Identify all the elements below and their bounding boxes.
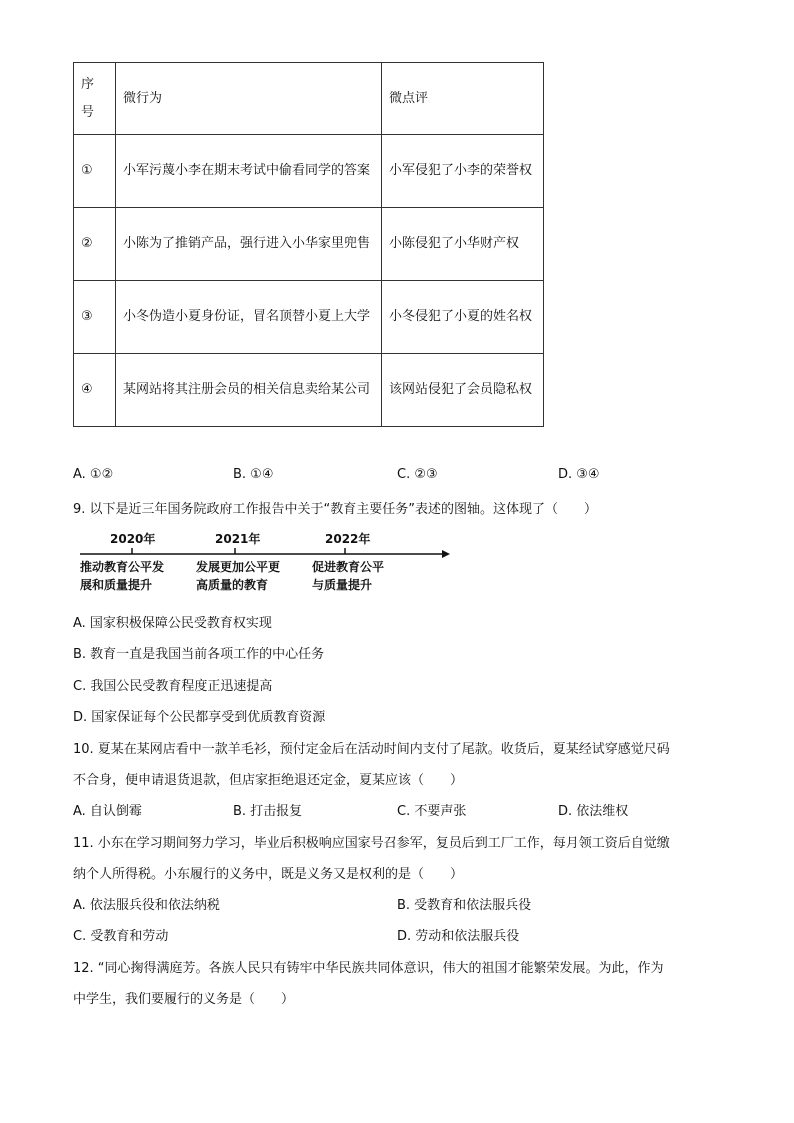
timeline-label-line: 展和质量提升 bbox=[80, 578, 153, 592]
q11-options-row2 bbox=[73, 925, 673, 945]
q8-option-b: B. ①④ bbox=[233, 467, 274, 482]
timeline-arrowhead bbox=[442, 550, 450, 558]
row-behavior: 小冬伪造小夏身份证，冒名顶替小夏上大学 bbox=[116, 281, 382, 354]
q10-options bbox=[73, 800, 673, 820]
q11-option-c: C. 受教育和劳动 bbox=[73, 929, 169, 944]
table-row bbox=[74, 135, 544, 208]
timeline-year: 2022年 bbox=[325, 532, 371, 546]
q11-option-b: B. 受教育和依法服兵役 bbox=[397, 898, 532, 913]
q9-option-a: A. 国家积极保障公民受教育权实现 bbox=[73, 616, 272, 631]
q11-option-a: A. 依法服兵役和依法纳税 bbox=[73, 898, 220, 913]
timeline-label bbox=[196, 558, 280, 594]
timeline-label bbox=[312, 558, 384, 594]
header-behavior: 微行为 bbox=[116, 63, 382, 135]
table-row bbox=[74, 208, 544, 281]
q9-option-d: D. 国家保证每个公民都享受到优质教育资源 bbox=[73, 710, 326, 725]
row-comment: 小军侵犯了小李的荣誉权 bbox=[382, 135, 544, 208]
timeline-label-line: 发展更加公平更 bbox=[196, 560, 281, 574]
timeline-label-line: 推动教育公平发 bbox=[80, 560, 165, 574]
row-comment: 小冬侵犯了小夏的姓名权 bbox=[382, 281, 544, 354]
q8-option-c: C. ②③ bbox=[397, 467, 438, 482]
q8-option-d: D. ③④ bbox=[558, 467, 600, 482]
table-row bbox=[74, 281, 544, 354]
row-comment: 小陈侵犯了小华财产权 bbox=[382, 208, 544, 281]
q10-option-a: A. 自认倒霉 bbox=[73, 804, 142, 819]
row-behavior: 小陈为了推销产品，强行进入小华家里兜售 bbox=[116, 208, 382, 281]
timeline-year: 2021年 bbox=[215, 532, 261, 546]
timeline-year: 2020年 bbox=[110, 532, 156, 546]
q9-stem: 9. 以下是近三年国务院政府工作报告中关于“教育主要任务”表述的图轴。这体现了（ ） bbox=[73, 502, 598, 517]
table-row bbox=[74, 354, 544, 427]
row-index: ③ bbox=[74, 281, 116, 354]
q10-option-c: C. 不要声张 bbox=[397, 804, 467, 819]
row-behavior: 小军污蔑小李在期末考试中偷看同学的答案 bbox=[116, 135, 382, 208]
q10-option-d: D. 依法维权 bbox=[558, 804, 629, 819]
row-behavior: 某网站将其注册会员的相关信息卖给某公司 bbox=[116, 354, 382, 427]
q12-stem-line2: 中学生，我们要履行的义务是（ ） bbox=[73, 992, 295, 1007]
q11-stem-line2: 纳个人所得税。小东履行的义务中，既是义务又是权利的是（ ） bbox=[73, 867, 464, 882]
q10-stem-line2: 不合身，便申请退货退款，但店家拒绝退还定金，夏某应该（ ） bbox=[73, 773, 464, 788]
q9-timeline bbox=[80, 530, 460, 600]
timeline-label-line: 高质量的教育 bbox=[196, 578, 269, 592]
table-header-row bbox=[74, 63, 544, 135]
behavior-table bbox=[73, 62, 544, 427]
timeline-label-line: 与质量提升 bbox=[312, 578, 373, 592]
row-comment: 该网站侵犯了会员隐私权 bbox=[382, 354, 544, 427]
timeline-label bbox=[80, 558, 164, 594]
q11-option-d: D. 劳动和依法服兵役 bbox=[397, 929, 520, 944]
row-index: ① bbox=[74, 135, 116, 208]
q10-option-b: B. 打击报复 bbox=[233, 804, 303, 819]
q12-stem-line1: 12. “同心掬得满庭芳。各族人民只有铸牢中华民族共同体意识，伟大的祖国才能繁荣发展。为此，作为 bbox=[73, 961, 664, 976]
q11-options-row1 bbox=[73, 894, 673, 914]
header-index bbox=[74, 63, 116, 135]
q9-option-c: C. 我国公民受教育程度正迅速提高 bbox=[73, 679, 273, 694]
q8-option-a: A. ①② bbox=[73, 467, 114, 482]
header-comment: 微点评 bbox=[382, 63, 544, 135]
q8-options bbox=[73, 467, 673, 487]
row-index: ② bbox=[74, 208, 116, 281]
q10-stem-line1: 10. 夏某在某网店看中一款羊毛衫，预付定金后在活动时间内支付了尾款。收货后，夏某经试穿感觉尺码 bbox=[73, 742, 670, 757]
row-index: ④ bbox=[74, 354, 116, 427]
q11-stem-line1: 11. 小东在学习期间努力学习，毕业后积极响应国家号召参军，复员后到工厂工作，每月领工资后自觉缴 bbox=[73, 836, 670, 851]
q9-option-b: B. 教育一直是我国当前各项工作的中心任务 bbox=[73, 647, 325, 662]
header-index-text: 序号 bbox=[81, 76, 95, 120]
timeline-label-line: 促进教育公平 bbox=[312, 560, 385, 574]
